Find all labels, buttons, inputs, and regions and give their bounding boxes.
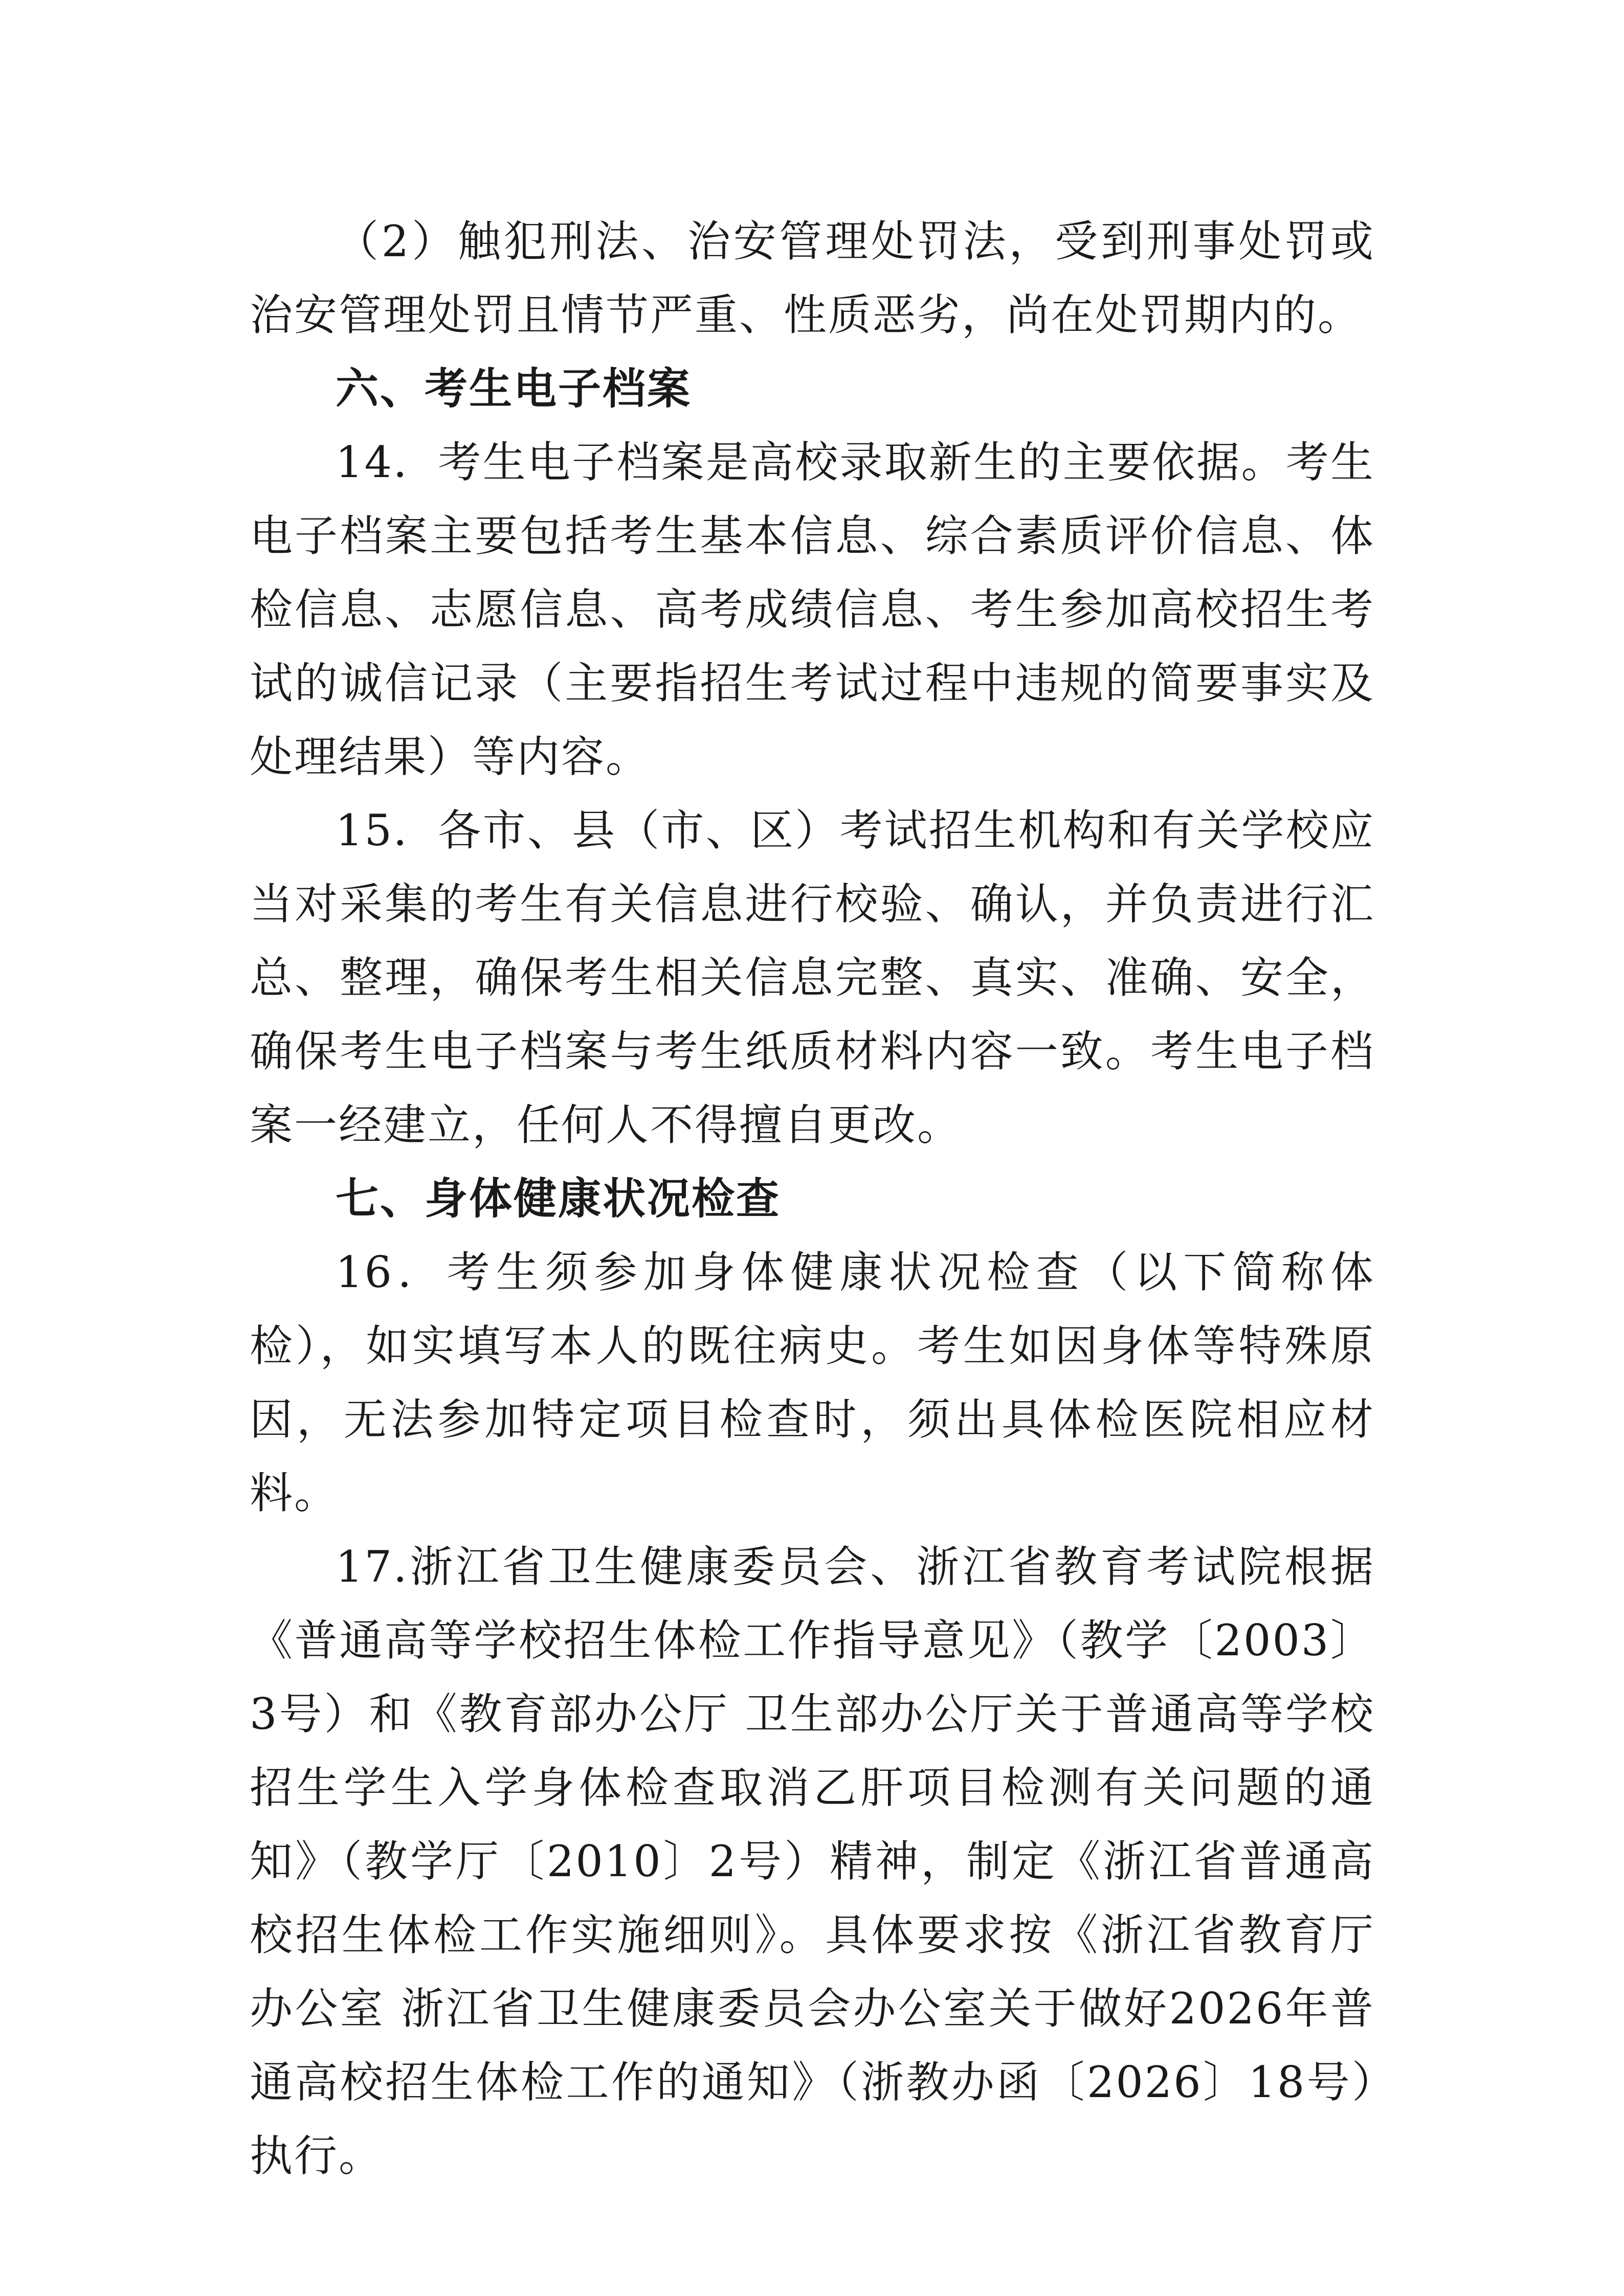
- section-heading-electronic-archive: 六、考生电子档案: [336, 364, 692, 414]
- paragraph-item-17: 17.浙江省卫生健康委员会、浙江省教育考试院根据《普通高等学校招生体检工作指导意见》（教学〔2003〕3号）和《教育部办公厅 卫生部办公厅关于普通高等学校招生学生入学身体检查取消乙肝项目检测有关问题的通知》（教学厅〔2010〕2号）精神，制定《浙江省普通高校招生体检工作实施细则》。具体要求按《浙江省教育厅办公室 浙江省卫生健康委员会办公室关于做好2026年普通高校招生体检工作的通知》（浙教办函〔2026〕18号）执行。: [250, 1542, 1375, 2181]
- paragraph-item-15: 15．各市、县（市、区）考试招生机构和有关学校应当对采集的考生有关信息进行校验、确认，并负责进行汇总、整理，确保考生相关信息完整、真实、准确、安全，确保考生电子档案与考生纸质材料内容一致。考生电子档案一经建立，任何人不得擅自更改。: [250, 805, 1375, 1150]
- paragraph-penalty-clause: （2）触犯刑法、治安管理处罚法，受到刑事处罚或治安管理处罚且情节严重、性质恶劣，尚在处罚期内的。: [250, 216, 1375, 340]
- paragraph-item-14: 14．考生电子档案是高校录取新生的主要依据。考生电子档案主要包括考生基本信息、综合素质评价信息、体检信息、志愿信息、高考成绩信息、考生参加高校招生考试的诚信记录（主要指招生考试过程中违规的简要事实及处理结果）等内容。: [250, 437, 1375, 782]
- paragraph-item-16: 16．考生须参加身体健康状况检查（以下简称体检），如实填写本人的既往病史。考生如因身体等特殊原因，无法参加特定项目检查时，须出具体检医院相应材料。: [250, 1247, 1375, 1518]
- section-heading-health-check: 七、身体健康状况检查: [336, 1174, 781, 1224]
- document-body: [250, 205, 1375, 2193]
